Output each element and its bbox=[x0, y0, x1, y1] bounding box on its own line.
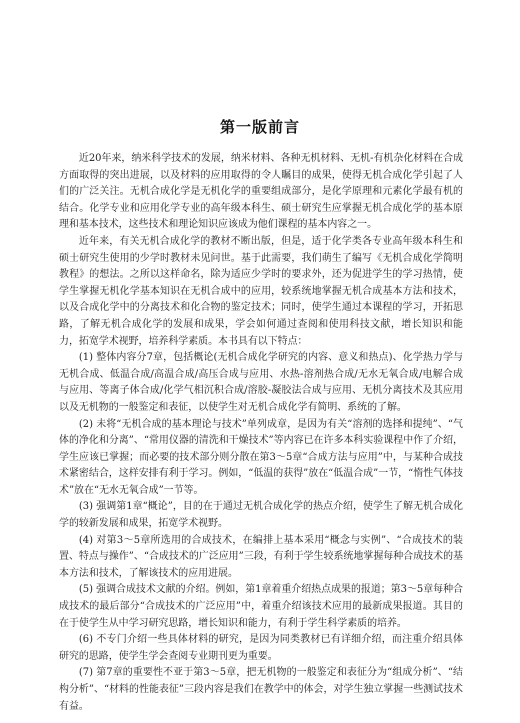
paragraph: (6) 不专门介绍一些具体材料的研究，是因为同类教材已有详细介绍，而注重介绍具体研究的思路，使学生学会查阅专业期刊更为重要。 bbox=[59, 634, 463, 662]
paragraph: 近年来，有关无机合成化学的教材不断出版，但是，适于化学类各专业高年级本科生和硕士研究生使用的少学时教材未见问世。基于此需要，我们萌生了编写《无机合成化学简明教程》的想法。之所以这样命名，除为适应少学时的要求外，还为促进学生的学习热情，使学生掌握无机化学基本知识在无机合成中的应用，较系统地掌握无机合成基本方法和技术，以及合成化学中的分离技术和化合物的鉴定技术；同时，使学生通过本课程的学习，开拓思路，了解无机合成化学的发展和成果，学会如何通过查阅和使用科技文献，增长知识和能力，拓宽学术视野，培养科学素质。本书具有以下特点： bbox=[59, 235, 463, 347]
page-title: 第一版前言 bbox=[219, 118, 300, 136]
paragraph: (2) 未将“无机合成的基本理论与技术”单列成章，是因为有关“溶剂的选择和提纯”、“气体的净化和分离”、“常用仪器的清洗和干燥技术”等内容已在许多本科实验课程中作了介绍，学生应该已掌握；而必要的技术部分则分散在第3～5章“合成方法与应用”中，与某种合成技术紧密结合，这样安排有利于学习。例如，“低温的获得”放在“低温合成”一节，“惰性气体技术”放在“无水无氧合成”一节等。 bbox=[59, 418, 463, 496]
paragraph: (7) 第7章的重要性不亚于第3～5章，把无机物的一般鉴定和表征分为“组成分析”、“结构分析”、“材料的性能表征”三段内容是我们在教学中的体会，对学生独立掌握一些测试技术有益。 bbox=[59, 667, 463, 712]
preface-body bbox=[59, 151, 463, 715]
paragraph: (3) 强调第1章“概论”，目的在于通过无机合成化学的热点介绍，使学生了解无机合成化学的较新发展和成果，拓宽学术视野。 bbox=[59, 501, 463, 530]
paragraph: (4) 对第3～5章所选用的合成技术，在编排上基本采用“概念与实例”、“合成技术的装置、特点与操作”、“合成技术的广泛应用”三段，有利于学生较系统地掌握每种合成技术的基本方法和技术，了解该技术的应用进展。 bbox=[59, 534, 463, 579]
paragraph: (5) 强调合成技术文献的介绍。例如，第1章着重介绍热点成果的报道；第3～5章每种合成技术的最后部分“合成技术的广泛应用”中，着重介绍该技术应用的最新成果报道。其目的在于使学生从中学习研究思路，增长知识和能力，有利于学生科学素质的培养。 bbox=[59, 584, 463, 629]
paragraph: 近20年来，纳米科学技术的发展，纳米材料、各种无机材料、无机-有机杂化材料在合成方面取得的突出进展，以及材料的应用取得的令人瞩目的成果，使得无机合成化学引起了人们的广泛关注。无机合成化学是无机化学的重要组成部分，是化学原理和元素化学最有机的结合。化学专业和应用化学专业的高年级本科生、硕士研究生应掌握无机合成化学的基本原理和基本技术，这些技术和理论知识应该成为他们课程的基本内容之一。 bbox=[59, 153, 463, 231]
paragraph: (1) 整体内容分7章，包括概论(无机合成化学研究的内容、意义和热点)、化学热力学与无机合成、低温合成/高温合成/高压合成与应用、水热-溶剂热合成/无水无氧合成/电解合成与应用、等离子体合成/化学气相沉积合成/溶胶-凝胶法合成与应用、无机分离技术及其应用以及无机物的一般鉴定和表征，以使学生对无机合成化学有简明、系统的了解。 bbox=[59, 352, 463, 413]
